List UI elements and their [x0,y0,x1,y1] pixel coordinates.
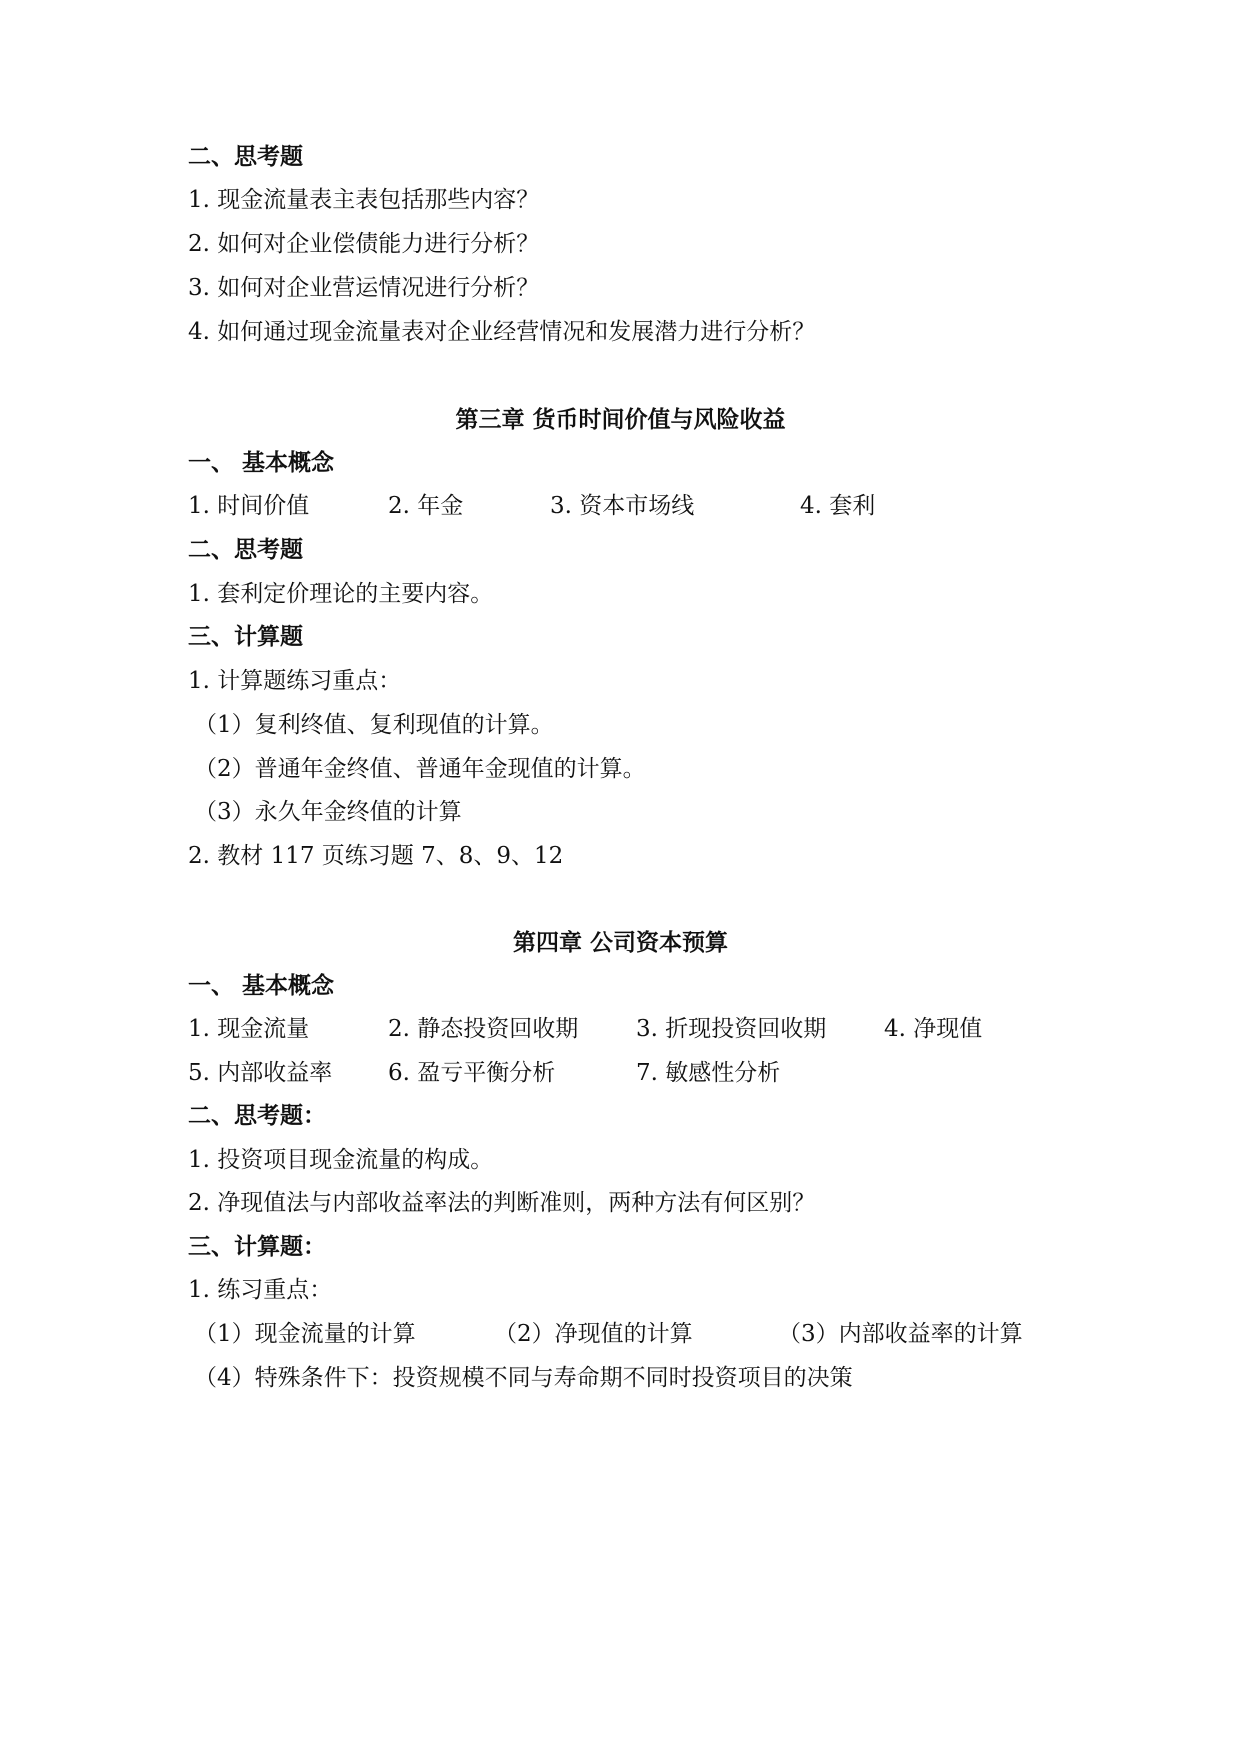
concept-item: 2. 年金 [388,493,464,519]
calc-item: （1）现金流量的计算 [194,1321,416,1347]
list-item: 2. 净现值法与内部收益率法的判断准则，两种方法有何区别？ [188,1190,816,1216]
concept-item: 3. 资本市场线 [550,493,695,519]
list-item: 1. 投资项目现金流量的构成。 [188,1147,494,1173]
section-heading-calc: 三、计算题 [188,624,303,650]
list-item: （4）特殊条件下：投资规模不同与寿命期不同时投资项目的决策 [194,1365,853,1391]
list-item: 3. 如何对企业营运情况进行分析？ [188,275,540,301]
list-item: 4. 如何通过现金流量表对企业经营情况和发展潜力进行分析？ [188,319,816,345]
concept-item: 4. 套利 [800,493,876,519]
section-heading-thinking: 二、思考题： [188,1103,326,1129]
list-item: （2）普通年金终值、普通年金现值的计算。 [194,756,646,782]
concept-item: 1. 现金流量 [188,1016,310,1042]
section-heading-concepts: 一、 基本概念 [188,973,335,999]
section-heading-calc: 三、计算题： [188,1234,326,1260]
list-item: 1. 套利定价理论的主要内容。 [188,581,494,607]
calc-item: （3）内部收益率的计算 [778,1321,1023,1347]
list-item: 2. 教材 117 页练习题 7、8、9、12 [188,843,564,869]
concept-item: 6. 盈亏平衡分析 [388,1060,556,1086]
concept-item: 2. 静态投资回收期 [388,1016,579,1042]
list-item: （1）复利终值、复利现值的计算。 [194,712,554,738]
section-heading-thinking: 二、思考题 [188,144,303,170]
concept-item: 3. 折现投资回收期 [636,1016,827,1042]
calc-item: （2）净现值的计算 [494,1321,693,1347]
concept-item: 7. 敏感性分析 [636,1060,781,1086]
chapter-title: 第三章 货币时间价值与风险收益 [455,407,786,433]
section-heading-concepts: 一、 基本概念 [188,450,335,476]
list-item: 1. 现金流量表主表包括那些内容？ [188,187,540,213]
list-item: （3）永久年金终值的计算 [194,799,462,825]
list-item: 1. 练习重点： [188,1277,333,1303]
concept-item: 5. 内部收益率 [188,1060,333,1086]
list-item: 2. 如何对企业偿债能力进行分析？ [188,231,540,257]
concept-item: 1. 时间价值 [188,493,310,519]
concept-item: 4. 净现值 [884,1016,983,1042]
list-item: 1. 计算题练习重点： [188,668,402,694]
chapter-title: 第四章 公司资本预算 [512,930,728,956]
section-heading-thinking: 二、思考题 [188,537,303,563]
